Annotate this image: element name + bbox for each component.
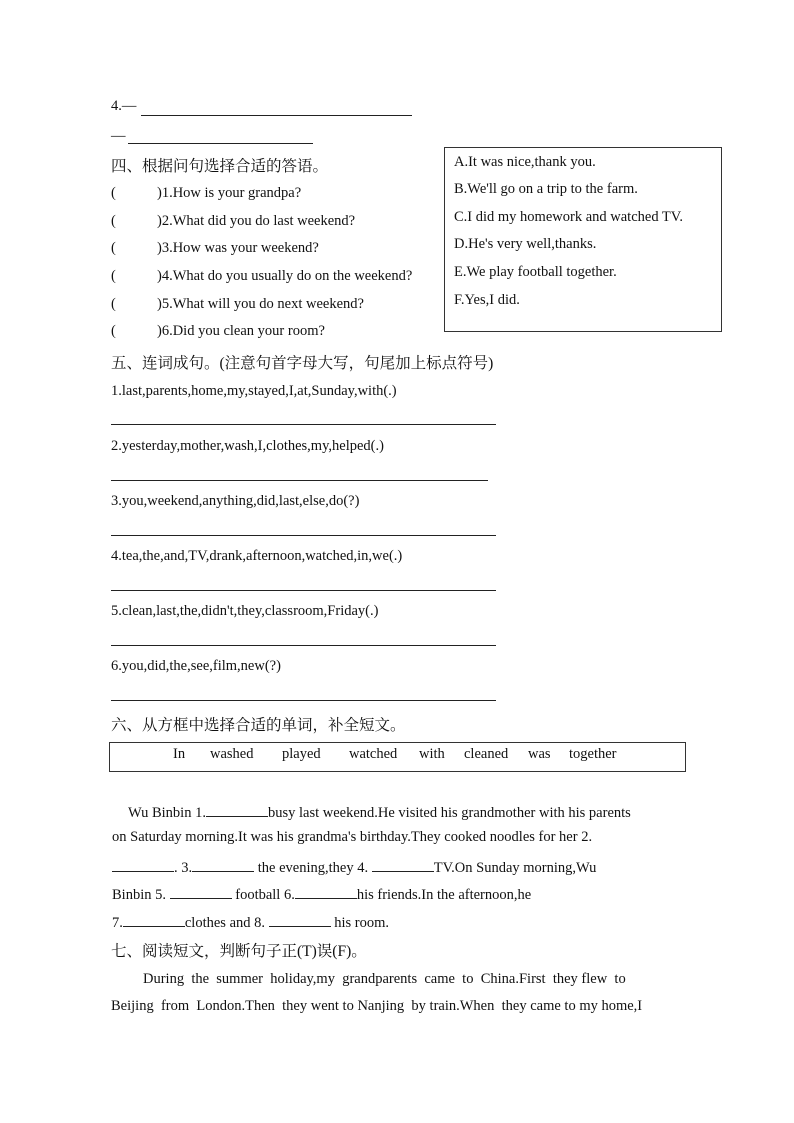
answer-paren: (: [111, 185, 116, 201]
passage-line-2: [112, 829, 592, 846]
answer-line[interactable]: [111, 590, 496, 591]
blank-6[interactable]: [295, 884, 357, 899]
word-order-item: 5.clean,last,the,didn't,they,classroom,Friday(.): [111, 603, 379, 619]
answer-option: B.We'll go on a trip to the farm.: [454, 181, 638, 197]
question-text: )4.What do you usually do on the weekend?: [157, 268, 413, 284]
blank-8[interactable]: [269, 912, 331, 927]
word-order-item: 2.yesterday,mother,wash,I,clothes,my,helped(.): [111, 438, 384, 454]
word-bank-item: with: [419, 746, 445, 762]
blank-2[interactable]: [112, 857, 174, 872]
blank-7[interactable]: [123, 912, 185, 927]
answer-option: D.He's very well,thanks.: [454, 236, 597, 252]
answer-paren: (: [111, 213, 116, 229]
passage-line-3: [112, 857, 596, 877]
question-text: )1.How is your grandpa?: [157, 185, 302, 201]
word-bank-box: [109, 742, 686, 772]
answer-option: F.Yes,I did.: [454, 292, 520, 308]
passage-text: his room.: [330, 915, 390, 931]
answer-line[interactable]: [111, 535, 496, 536]
section6-heading: 六、从方框中选择合适的单词，补全短文。: [111, 717, 406, 734]
word-order-item: 4.tea,the,and,TV,drank,afternoon,watched,in,we(.): [111, 548, 403, 564]
answer-paren: (: [111, 323, 116, 339]
question-text: )2.What did you do last weekend?: [157, 213, 356, 229]
section5-heading: 五、连词成句。(注意句首字母大写，句尾加上标点符号): [111, 355, 494, 372]
answer-option: A.It was nice,thank you.: [454, 154, 596, 170]
answer-option: C.I did my homework and watched TV.: [454, 209, 684, 225]
answer-option: E.We play football together.: [454, 264, 617, 280]
passage-text: Binbin 5.: [112, 887, 170, 903]
answer-line[interactable]: [111, 645, 496, 646]
word-bank-item: In: [173, 746, 186, 762]
passage-text: the evening,they 4.: [254, 860, 372, 876]
line4-prefix: 4.—: [111, 98, 137, 114]
answer-paren: (: [111, 240, 116, 256]
blank-4[interactable]: [372, 857, 434, 872]
reading-line-2: Beijing from London.Then they went to Nanjing by train.When they came to my home,I: [111, 998, 643, 1014]
word-bank-item: washed: [210, 746, 254, 762]
word-order-item: 1.last,parents,home,my,stayed,I,at,Sunday,with(.): [111, 383, 397, 399]
answer-options-box: [444, 147, 722, 332]
answer-paren: (: [111, 296, 116, 312]
question-text: )6.Did you clean your room?: [157, 323, 325, 339]
word-bank-item: cleaned: [464, 746, 509, 762]
word-order-item: 6.you,did,the,see,film,new(?): [111, 658, 281, 674]
passage-text: Wu Binbin 1.: [128, 805, 206, 821]
section4-heading: 四、根据问句选择合适的答语。: [111, 158, 329, 175]
reading-line-1: During the summer holiday,my grandparents came to China.First they flew to: [143, 971, 626, 987]
blank-5[interactable]: [170, 884, 232, 899]
question-text: )5.What will you do next weekend?: [157, 296, 364, 312]
word-bank-item: played: [282, 746, 321, 762]
passage-text: his friends.In the afternoon,he: [356, 887, 532, 903]
passage-text: . 3.: [174, 860, 193, 876]
passage-line-5: [112, 912, 389, 932]
answer-line[interactable]: [111, 480, 488, 481]
word-bank-item: watched: [349, 746, 398, 762]
answer-line-4b[interactable]: [128, 143, 313, 144]
passage-text: TV.On Sunday morning,Wu: [433, 860, 597, 876]
word-order-item: 3.you,weekend,anything,did,last,else,do(?): [111, 493, 360, 509]
section7-heading: 七、阅读短文，判断句子正(T)误(F)。: [111, 943, 367, 960]
question-text: )3.How was your weekend?: [157, 240, 319, 256]
answer-line-4a[interactable]: [141, 115, 412, 116]
passage-text: 7.: [112, 915, 123, 931]
passage-line-1: [128, 802, 631, 822]
passage-line-4: [112, 884, 531, 904]
passage-text: on Saturday morning.It was his grandma's birthday.They cooked noodles for her 2.: [112, 829, 593, 845]
passage-text: busy last weekend.He visited his grandmother with his parents: [267, 805, 631, 821]
answer-line[interactable]: [111, 700, 496, 701]
passage-text: football 6.: [231, 887, 295, 903]
blank-3[interactable]: [192, 857, 254, 872]
word-bank-item: together: [569, 746, 617, 762]
blank-1[interactable]: [206, 802, 268, 817]
line-dash: —: [111, 128, 126, 144]
answer-line[interactable]: [111, 424, 496, 425]
answer-paren: (: [111, 268, 116, 284]
passage-text: clothes and 8.: [184, 915, 269, 931]
word-bank-item: was: [528, 746, 551, 762]
